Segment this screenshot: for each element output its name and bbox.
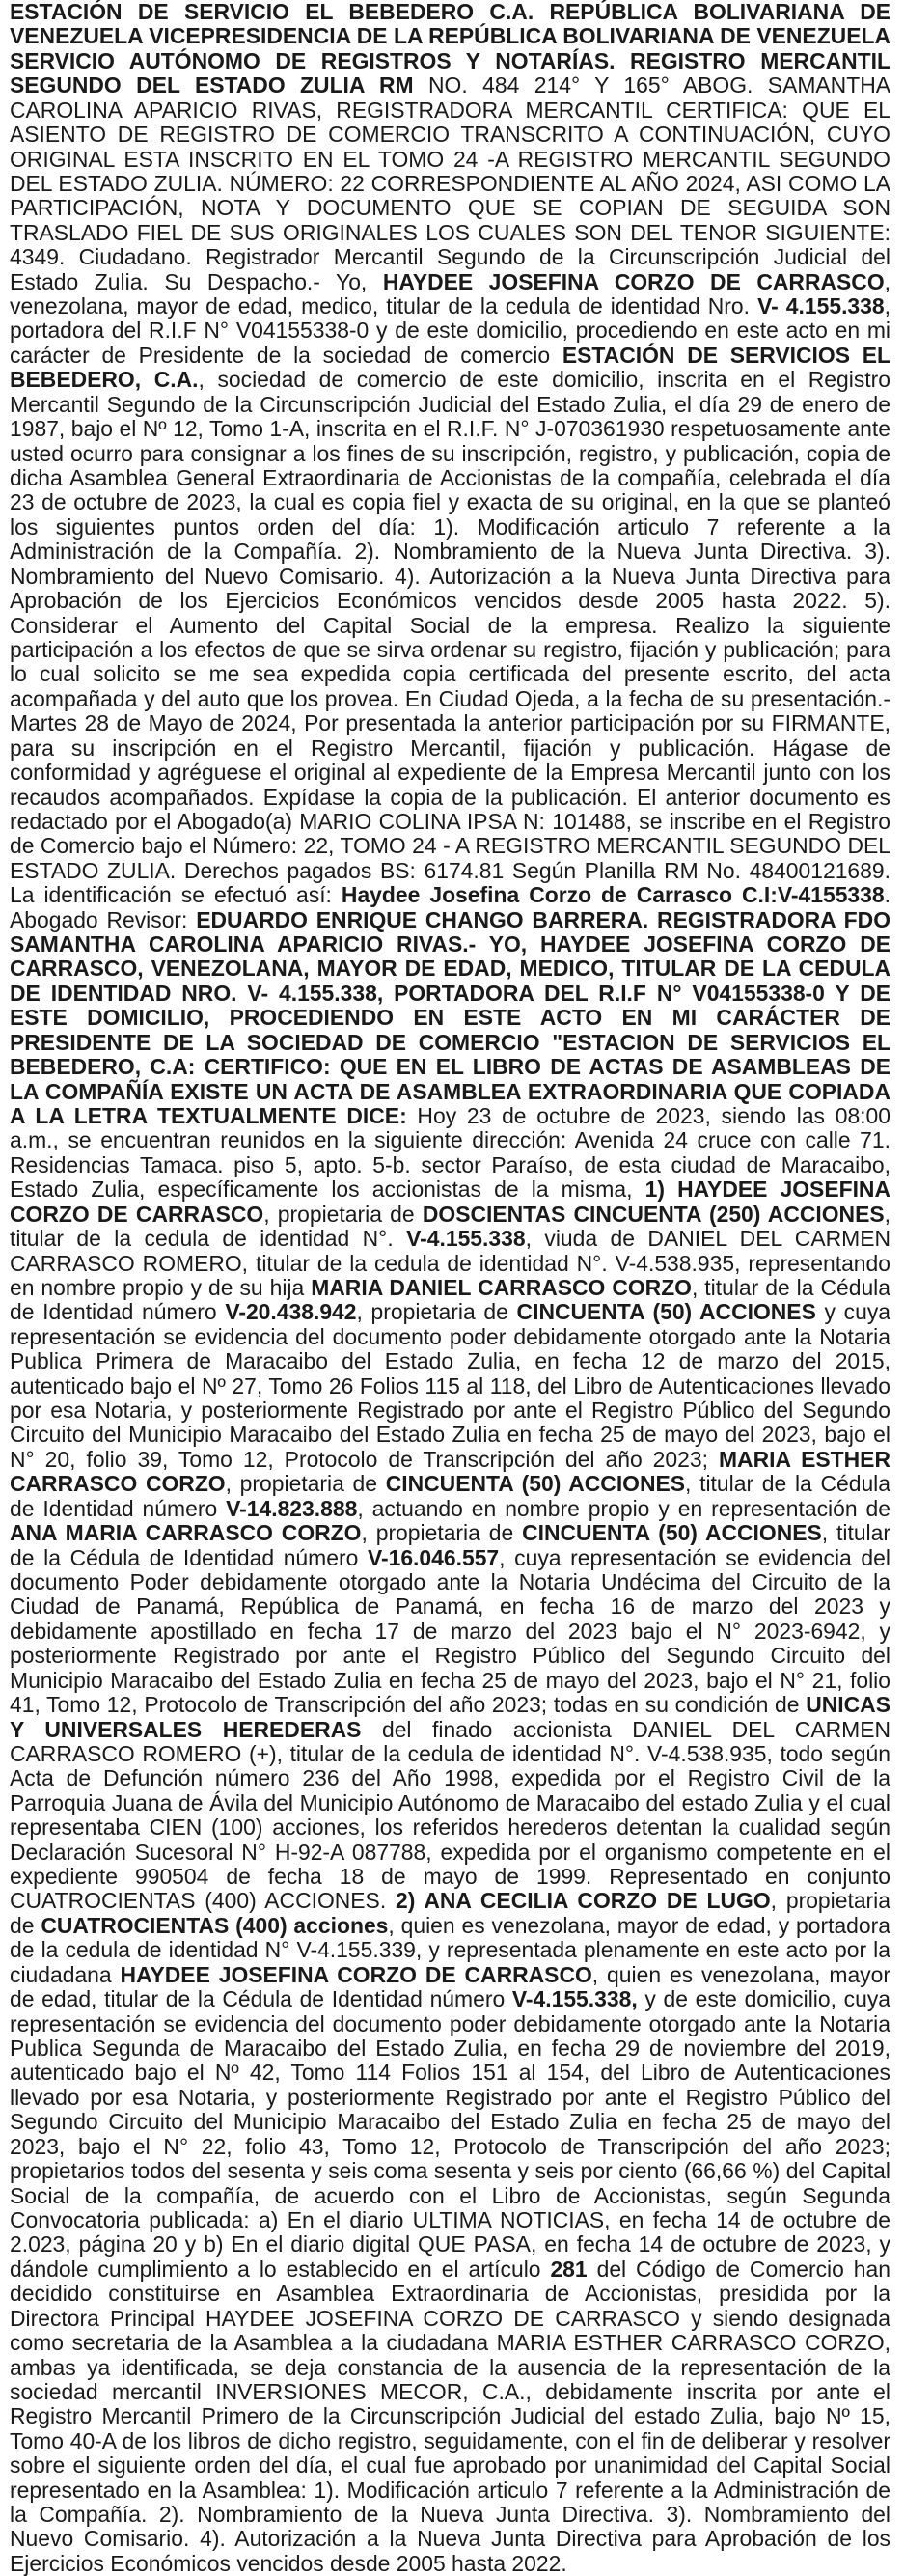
text-segment: NO. 484 214° Y 165° ABOG. SAMANTHA CAROLINA APARICIO RIVAS, REGISTRADORA MERCANTIL CERTIFICA: QUE EL ASIENTO DE REGISTRO DE COMERCIO TRANSCRITO A CONTINUACIÓN, CUYO ORIGINAL ESTA INSCRITO EN EL TOMO 24 -A REGISTRO MERCANTIL SEGUNDO DEL ESTADO ZULIA. NÚMERO: 22 CORRESPONDIENTE AL AÑO 2024, ASI COMO LA PARTICIPACIÓN, NOTA Y DOCUMENTO QUE SE COPIAN DE SEGUIDA SON TRASLADO FIEL DE SUS ORIGINALES LOS CUALES SON DEL TENOR SIGUIENTE: 4349. Ciudadano. Registrador Mercantil Segundo de la Circunscripción Judicial del Estado Zulia. Su Despacho.- Yo, <box>10 72 890 294</box>
bold-text-segment: UNICAS Y UNIVERSALES HEREDERAS <box>10 1692 890 1742</box>
text-segment: , propietaria de <box>225 1471 386 1497</box>
text-segment: , venezolana, mayor de edad, medico, titular de la cedula de identidad Nro. <box>10 268 891 319</box>
text-segment: , quien es venezolana, mayor de edad, y portadora de la cedula de identidad N° V-4.155.339, y representada plenamente en este acto por la ciudadana <box>10 1912 890 1987</box>
text-segment: del finado accionista DANIEL DEL CARMEN CARRASCO ROMERO (+), titular de la cedula de identidad N°. V-4.538.935, todo según Acta de Defunción número 236 del Año 1998, expedida por el Registro Civil de la Parroquia Juana de Ávila del Municipio Autónomo de Maracaibo del estado Zulia y el cual representaba CIEN (100) acciones, los referidos herederos detentan la cualidad según Declaración Sucesoral N° H-92-A 087788, expedida por el organismo competente en el expediente 990504 de fecha 18 de mayo de 1999. Representado en conjunto CUATROCIENTAS (400) ACCIONES. <box>10 1716 890 1914</box>
bold-text-segment: V-4.155.338 <box>406 1226 526 1252</box>
text-segment: Hoy 23 de octubre de 2023, siendo las 08:00 a.m., se encuentran reunidos en la siguiente dirección: Avenida 24 cruce con calle 71. Residencias Tamaca. piso 5, apto. 5-b. sector Paraíso, de esta ciudad de Maracaibo, Estado Zulia, específicamente los accionistas de la misma, <box>10 1102 891 1203</box>
bold-text-segment: ANA MARIA CARRASCO CORZO <box>10 1520 362 1546</box>
bold-text-segment: V- 4.155.338 <box>757 293 885 319</box>
bold-text-segment: ESTACIÓN DE SERVICIOS EL BEBEDERO, C.A. <box>10 342 890 393</box>
text-segment: , actuando en nombre propio y en representación de <box>357 1495 890 1521</box>
bold-text-segment: MARIA ESTHER CARRASCO CORZO <box>10 1446 890 1497</box>
text-segment: . Abogado Revisor: <box>10 882 890 932</box>
bold-text-segment: Haydee Josefina Corzo de Carrasco C.I:V-4155338 <box>341 882 885 908</box>
bold-text-segment: EDUARDO ENRIQUE CHANGO BARRERA. REGISTRADORA FDO SAMANTHA CAROLINA APARICIO RIVAS.- YO, HAYDEE JOSEFINA CORZO DE CARRASCO, VENEZOLANA, MAYOR DE EDAD, MEDICO, TITULAR DE LA CEDULA DE IDENTIDAD NRO. V- 4.155.338, PORTADORA DEL R.I.F N° V04155338-0 Y DE ESTE DOMICILIO, PROCEDIENDO EN ESTE ACTO EN MI CARÁCTER DE PRESIDENTE DE LA SOCIEDAD DE COMERCIO "ESTACION DE SERVICIOS EL BEBEDERO, C.A: CERTIFICO: QUE EN EL LIBRO DE ACTAS DE ASAMBLEAS DE LA COMPAÑÍA EXISTE UN ACTA DE ASAMBLEA EXTRAORDINARIA QUE COPIADA A LA LETRA TEXTUALMENTE DICE: <box>10 906 890 1128</box>
text-segment: , titular de la Cédula de Identidad número <box>10 1471 890 1521</box>
text-segment: , sociedad de comercio de este domicilio, inscrita en el Registro Mercantil Segundo de la Circunscripción Judicial del Estado Zulia, el día 29 de enero de 1987, bajo el Nº 12, Tomo 1-A, inscrita en el R.I.F. N° J-070361930 respetuosamente ante usted ocurro para consignar a los fines de su inscripción, registro, y publicación, copia de dicha Asamblea General Extraordinaria de Accionistas de la compañía, celebrada el día 23 de octubre de 2023, la cual es copia fiel y exacta de su original, en la que se planteó los siguientes puntos orden del día: 1). Modificación articulo 7 referente a la Administración de la Compañía. 2). Nombramiento de la Nueva Junta Directiva. 3). Nombramiento del Nuevo Comisario. 4). Autorización a la Nueva Junta Directiva para Aprobación de los Ejercicios Económicos vencidos desde 2005 hasta 2022. 5). Considerar el Aumento del Capital Social de la empresa. Realizo la siguiente participación a los efectos de que se sirva ordenar su registro, fijación y publicación; para lo cual solicito se me sea expedida copia certificada del presente escrito, del acta acompañada y del auto que los provea. En Ciudad Ojeda, a la fecha de su presentación.- Martes 28 de Mayo de 2024, Por presentada la anterior participación por su FIRMANTE, para su inscripción en el Registro Mercantil, fijación y publicación. Hágase de conformidad y agréguese el original al expediente de la Empresa Mercantil junto con los recaudos acompañados. Expídase la copia de la publicación. El anterior documento es redactado por el Abogado(a) MARIO COLINA IPSA N: 101488, se inscribe en el Registro de Comercio bajo el Número: 22, TOMO 24 - A REGISTRO MERCANTIL SEGUNDO DEL ESTADO ZULIA. Derechos pagados BS: 6174.81 Según Planilla RM No. 48400121689. La identificación se efectuó así: <box>10 367 891 908</box>
text-segment: , titular de la cedula de identidad N°. <box>10 1201 890 1252</box>
bold-text-segment: V-16.046.557 <box>367 1544 500 1570</box>
bold-text-segment: ESTACIÓN DE SERVICIO EL BEBEDERO C.A. REPÚBLICA BOLIVARIANA DE VENEZUELA VICEPRESIDENCIA DE LA REPÚBLICA BOLIVARIANA DE VENEZUELA SERVICIO AUTÓNOMO DE REGISTROS Y NOTARÍAS. REGISTRO MERCANTIL SEGUNDO DEL ESTADO ZULIA RM <box>10 0 890 98</box>
text-segment: y de este domicilio, cuya representación se evidencia del documento poder debidamente otorgado ante la Notaria Publica Segunda de Maracaibo del Estado Zulia, en fecha 29 de noviembre del 2019, autenticado bajo el Nº 42, Tomo 114 Folios 151 al 154, del Libro de Autenticaciones llevado por esa Notaria, y posteriormente Registrado por ante el Registro Público del Segundo Circuito del Municipio Maracaibo del Estado Zulia en fecha 25 de mayo del 2023, bajo el N° 22, folio 43, Tomo 12, Protocolo de Transcripción del año 2023; propietarios todos del sesenta y seis coma sesenta y seis por ciento (66,66 %) del Capital Social de la compañía, de acuerdo con el Libro de Accionistas, según Segunda Convocatoria publicada: a) En el diario ULTIMA NOTICIAS, en fecha 14 de octubre de 2.023, página 20 y b) En el diario digital QUE PASA, en fecha 14 de octubre de 2023, y dándole cumplimiento a lo establecido en el artículo <box>10 1986 891 2282</box>
bold-text-segment: 2) ANA CECILIA CORZO DE LUGO <box>396 1888 771 1914</box>
text-segment: , viuda de DANIEL DEL CARMEN CARRASCO ROMERO, titular de la cedula de identidad N°. V-4.538.935, representando en nombre propio y de su hija <box>10 1226 890 1300</box>
text-segment: y cuya representación se evidencia del documento poder debidamente otorgado ante la Notaria Publica Primera de Maracaibo del Estado Zulia, en fecha 12 de marzo del 2015, autenticado bajo el Nº 27, Tomo 26 Folios 115 al 118, del Libro de Autenticaciones llevado por esa Notaria, y posteriormente Registrado por ante el Registro Público del Segundo Circuito del Municipio Maracaibo del Estado Zulia en fecha 25 de mayo del 2023, bajo el N° 20, folio 39, Tomo 12, Protocolo de Transcripción del año 2023; <box>10 1299 891 1472</box>
bold-text-segment: V-20.438.942 <box>225 1299 357 1325</box>
bold-text-segment: CINCUENTA (50) ACCIONES <box>385 1471 686 1497</box>
text-segment: , propietaria de <box>356 1299 517 1325</box>
bold-text-segment: V-14.823.888 <box>226 1495 358 1521</box>
bold-text-segment: HAYDEE JOSEFINA CORZO DE CARRASCO <box>120 1961 592 1987</box>
bold-text-segment: V-4.155.338, <box>511 1986 638 2012</box>
legal-notice-body <box>10 0 890 2576</box>
bold-text-segment: 1) HAYDEE JOSEFINA CORZO DE CARRASCO <box>10 1177 890 1227</box>
bold-text-segment: CINCUENTA (50) ACCIONES <box>516 1299 816 1325</box>
text-segment: , quien es venezolana, mayor de edad, titular de la Cédula de Identidad número <box>10 1961 890 2012</box>
bold-text-segment: MARIA DANIEL CARRASCO CORZO <box>311 1274 692 1300</box>
text-segment: , titular de la Cédula de Identidad número <box>10 1520 890 1570</box>
bold-text-segment: HAYDEE JOSEFINA CORZO DE CARRASCO <box>382 268 885 294</box>
text-segment: , propietaria de <box>10 1888 890 1938</box>
text-segment: , titular de la Cédula de Identidad número <box>10 1274 891 1325</box>
bold-text-segment: DOSCIENTAS CINCUENTA (250) ACCIONES <box>422 1201 885 1227</box>
bold-text-segment: CINCUENTA (50) ACCIONES <box>522 1520 822 1546</box>
text-segment: , portadora del R.I.F N° V04155338-0 y de este domicilio, procediendo en este acto en mi carácter de Presidente de la sociedad de comercio <box>10 293 890 368</box>
text-segment: , propietaria de <box>361 1520 523 1546</box>
bold-text-segment: 281 <box>550 2256 588 2282</box>
bold-text-segment: CUATROCIENTAS (400) acciones <box>41 1912 389 1938</box>
text-segment: del Código de Comercio han decidido constituirse en Asamblea Extraordinaria de Accionistas, presidida por la Directora Principal HAYDEE JOSEFINA CORZO DE CARRASCO y siendo designada como secretaria de la Asamblea a la ciudadana MARIA ESTHER CARRASCO CORZO, ambas ya identificada, se deja constancia de la ausencia de la representación de la sociedad mercantil INVERSIONES MECOR, C.A., debidamente inscrita por ante el Registro Mercantil Primero de la Circunscripción Judicial del estado Zulia, bajo Nº 15, Tomo 40-A de los libros de dicho registro, seguidamente, con el fin de deliberar y resolver sobre el siguiente orden del día, el cual fue aprobado por unanimidad del Capital Social representado en la Asamblea: 1). Modificación articulo 7 referente a la Administración de la Compañía. 2). Nombramiento de la Nueva Junta Directiva. 3). Nombramiento del Nuevo Comisario. 4). Autorización a la Nueva Junta Directiva para Aprobación de los Ejercicios Económicos vencidos desde 2005 hasta 2022. <box>10 2256 890 2576</box>
text-segment: , cuya representación se evidencia del documento Poder debidamente otorgado ante la Notaria Undécima del Circuito de la Ciudad de Panamá, República de Panamá, en fecha 16 de marzo del 2023 y debidamente apostillado en fecha 17 de marzo del 2023 bajo el N° 2023-6942, y posteriormente Registrado por ante el Registro Público del Segundo Circuito del Municipio Maracaibo del Estado Zulia en fecha 25 de mayo del 2023, bajo el N° 21, folio 41, Tomo 12, Protocolo de Transcripción del año 2023; todas en su condición de <box>10 1544 890 1718</box>
text-segment: , propietaria de <box>263 1201 423 1227</box>
